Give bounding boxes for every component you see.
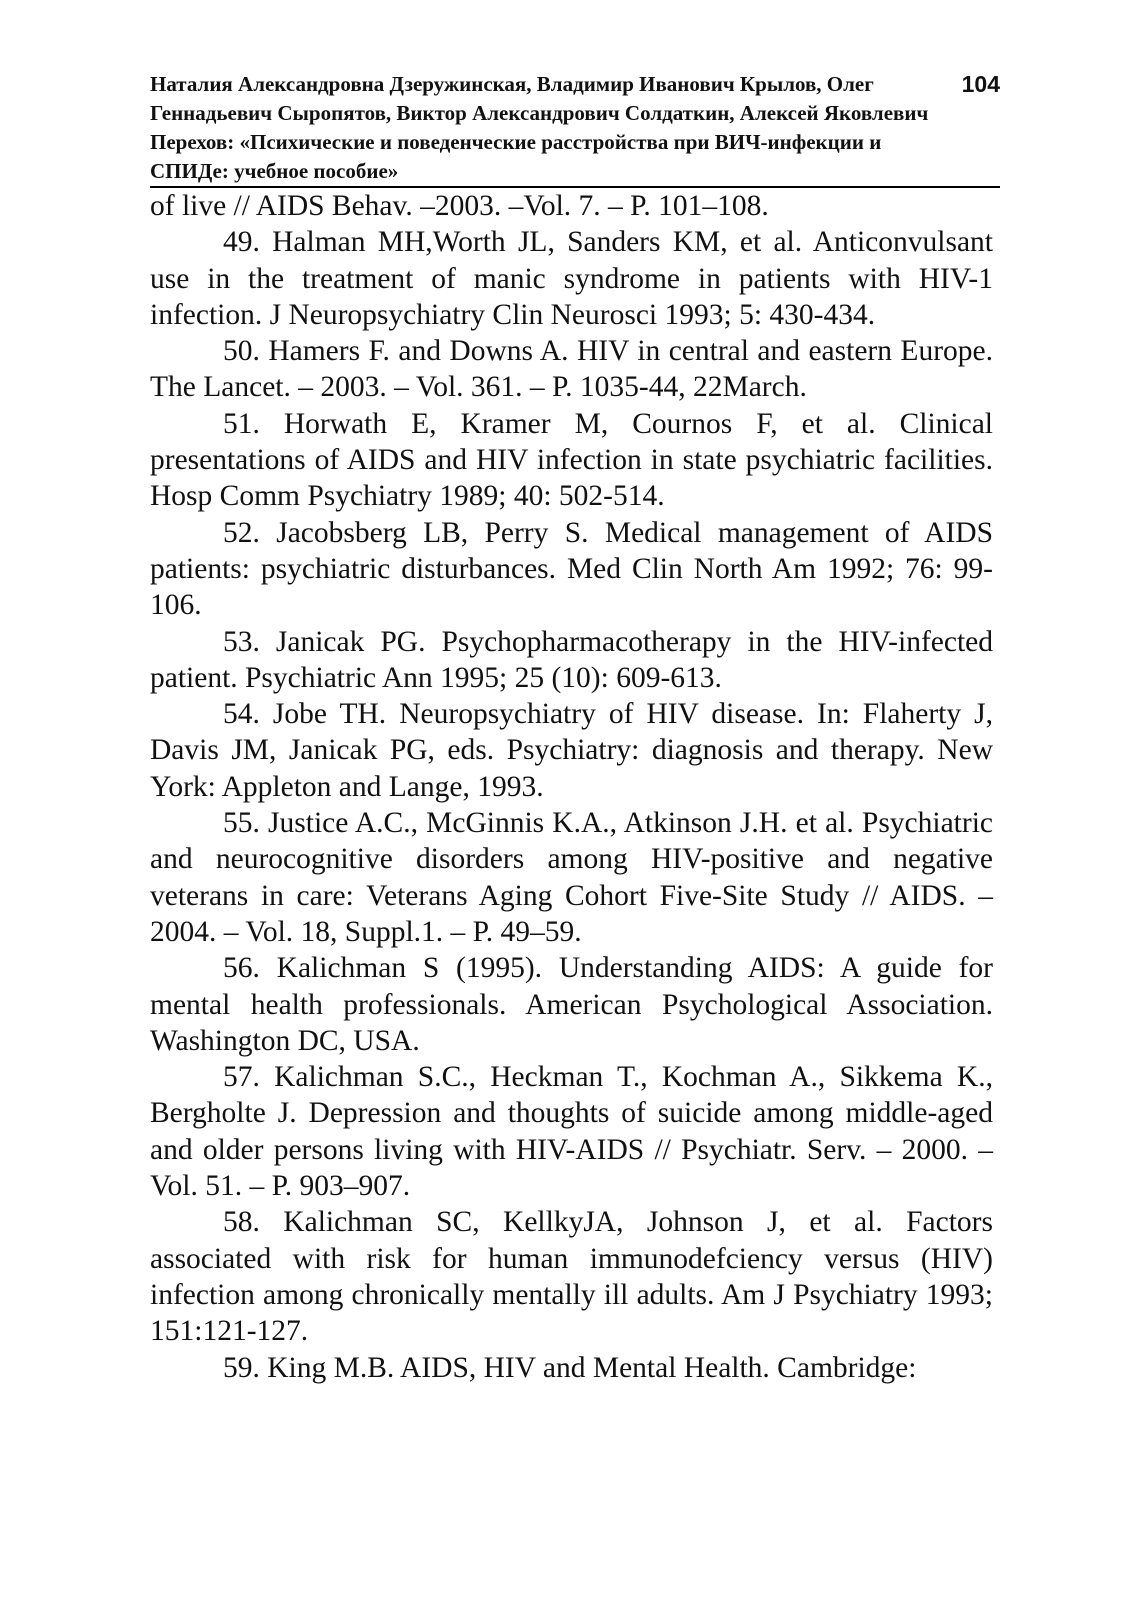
- reference-item-51: 51. Horwath E, Kramer M, Cournos F, et al. Clinical presentations of AIDS and HIV infection in state psychiatric facilities. Hosp Comm Psychiatry 1989; 40: 502-514.: [150, 407, 993, 513]
- reference-item-56: 56. Kalichman S (1995). Understanding AIDS: A guide for mental health professionals. American Psychological Association. Washington DC, USA.: [150, 952, 993, 1057]
- reference-item-54: 54. Jobe TH. Neuropsychiatry of HIV disease. In: Flaherty J, Davis JM, Janicak PG, eds. Psychiatry: diagnosis and therapy. New York: Appleton and Lange, 1993.: [150, 698, 993, 803]
- reference-item-49: 49. Halman MH,Worth JL, Sanders KM, et al. Anticonvulsant use in the treatment of manic syndrome in patients with HIV-1 infection. J Neuropsychiatry Clin Neurosci 1993; 5: 430-434.: [150, 226, 993, 331]
- reference-list: [150, 188, 993, 1386]
- running-header-title: Наталия Александровна Дзеружинская, Владимир Иванович Крылов, Олег Геннадьевич Сыропятов, Виктор Александрович Солдаткин, Алексей Яковлевич Перехов: «Психические и поведенческие расстройства при ВИЧ-инфекции и СПИДе: учебное пособие»: [150, 72, 929, 183]
- reference-continuation: of live // AIDS Behav. –2003. –Vol. 7. – P. 101–108.: [150, 190, 769, 222]
- page-number: 104: [961, 71, 1000, 97]
- reference-item-59: 59. King M.B. AIDS, HIV and Mental Health. Cambridge:: [223, 1351, 917, 1384]
- reference-item-53: 53. Janicak PG. Psychopharmacotherapy in the HIV-infected patient. Psychiatric Ann 1995; 25 (10): 609-613.: [150, 625, 993, 694]
- reference-item-52: 52. Jacobsberg LB, Perry S. Medical management of AIDS patients: psychiatric disturbances. Med Clin North Am 1992; 76: 99-106.: [150, 516, 993, 622]
- reference-item-55: 55. Justice A.C., McGinnis K.A., Atkinson J.H. et al. Psychiatric and neurocognitive disorders among HIV-positive and negative veterans in care: Veterans Aging Cohort Five-Site Study // AIDS. – 2004. – Vol. 18, Suppl.1. – P. 49–59.: [150, 807, 993, 948]
- reference-item-50: 50. Hamers F. and Downs A. HIV in central and eastern Europe. The Lancet. – 2003. – Vol. 361. – P. 1035-44, 22March.: [150, 335, 993, 404]
- reference-item-58: 58. Kalichman SC, KellkyJA, Johnson J, et al. Factors associated with risk for human immunodefciency versus (HIV) infection among chronically mentally ill adults. Am J Psychiatry 1993; 151:121-127.: [150, 1206, 993, 1348]
- page-header: [150, 70, 1000, 188]
- reference-item-57: 57. Kalichman S.C., Heckman T., Kochman A., Sikkema K., Bergholte J. Depression and thoughts of suicide among middle-aged and older persons living with HIV-AIDS // Psychiatr. Serv. – 2000. – Vol. 51. – P. 903–907.: [150, 1061, 993, 1203]
